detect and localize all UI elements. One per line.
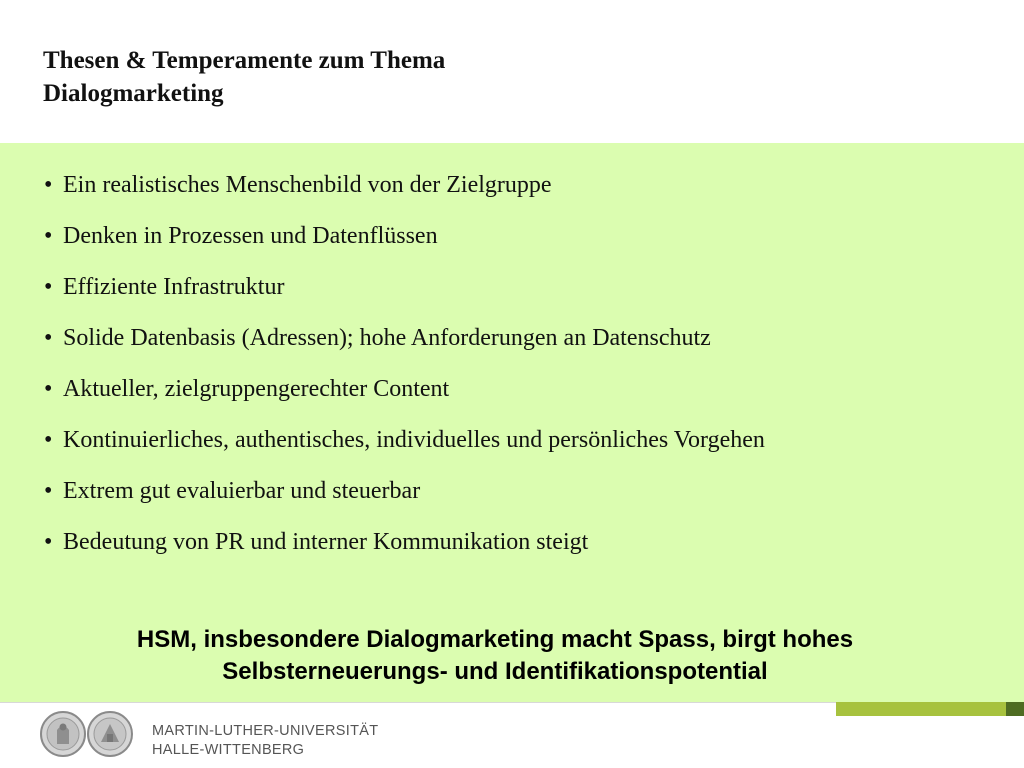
list-item-text: Solide Datenbasis (Adressen); hohe Anforderungen an Datenschutz — [63, 325, 711, 351]
bullet-icon: • — [44, 223, 53, 249]
accent-bar-end — [1006, 702, 1024, 716]
list-item-text: Bedeutung von PR und interner Kommunikation steigt — [63, 529, 589, 555]
list-item — [44, 521, 944, 563]
accent-bar — [836, 702, 1006, 716]
list-item-text: Effiziente Infrastruktur — [63, 274, 285, 300]
slide-title-line: Thesen & Temperamente zum Thema — [43, 47, 446, 74]
university-seal-icon — [86, 710, 134, 758]
slide-title — [43, 44, 445, 110]
list-item-text: Denken in Prozessen und Datenflüssen — [63, 223, 438, 249]
bullet-icon: • — [44, 325, 53, 351]
list-item-text: Extrem gut evaluierbar und steuerbar — [63, 478, 421, 504]
footer-divider — [0, 702, 836, 703]
conclusion-text — [0, 624, 990, 688]
list-item — [44, 317, 944, 359]
bullet-icon: • — [44, 274, 53, 300]
list-item — [44, 368, 944, 410]
bullet-icon: • — [44, 427, 53, 453]
list-item-text: Ein realistisches Menschenbild von der Zielgruppe — [63, 172, 552, 198]
list-item — [44, 215, 944, 257]
list-item — [44, 164, 944, 206]
list-item — [44, 266, 944, 308]
bullet-icon: • — [44, 376, 53, 402]
list-item — [44, 419, 944, 461]
slide-title-line: Dialogmarketing — [43, 80, 224, 107]
bullet-icon: • — [44, 529, 53, 555]
bullet-icon: • — [44, 172, 53, 198]
university-name-line: MARTIN-LUTHER-UNIVERSITÄT — [152, 723, 379, 739]
list-item-text: Kontinuierliches, authentisches, individuelles und persönliches Vorgehen — [63, 427, 765, 453]
bullet-icon: • — [44, 478, 53, 504]
list-item-text: Aktueller, zielgruppengerechter Content — [63, 376, 450, 402]
university-name — [152, 722, 378, 760]
university-seal-icon — [39, 710, 87, 758]
conclusion-line: HSM, insbesondere Dialogmarketing macht Spass, birgt hohes — [136, 626, 854, 653]
bullet-list — [44, 164, 944, 572]
list-item — [44, 470, 944, 512]
conclusion-line: Selbsterneuerungs- und Identifikationspotential — [222, 658, 768, 685]
university-name-line: HALLE-WITTENBERG — [152, 742, 305, 758]
